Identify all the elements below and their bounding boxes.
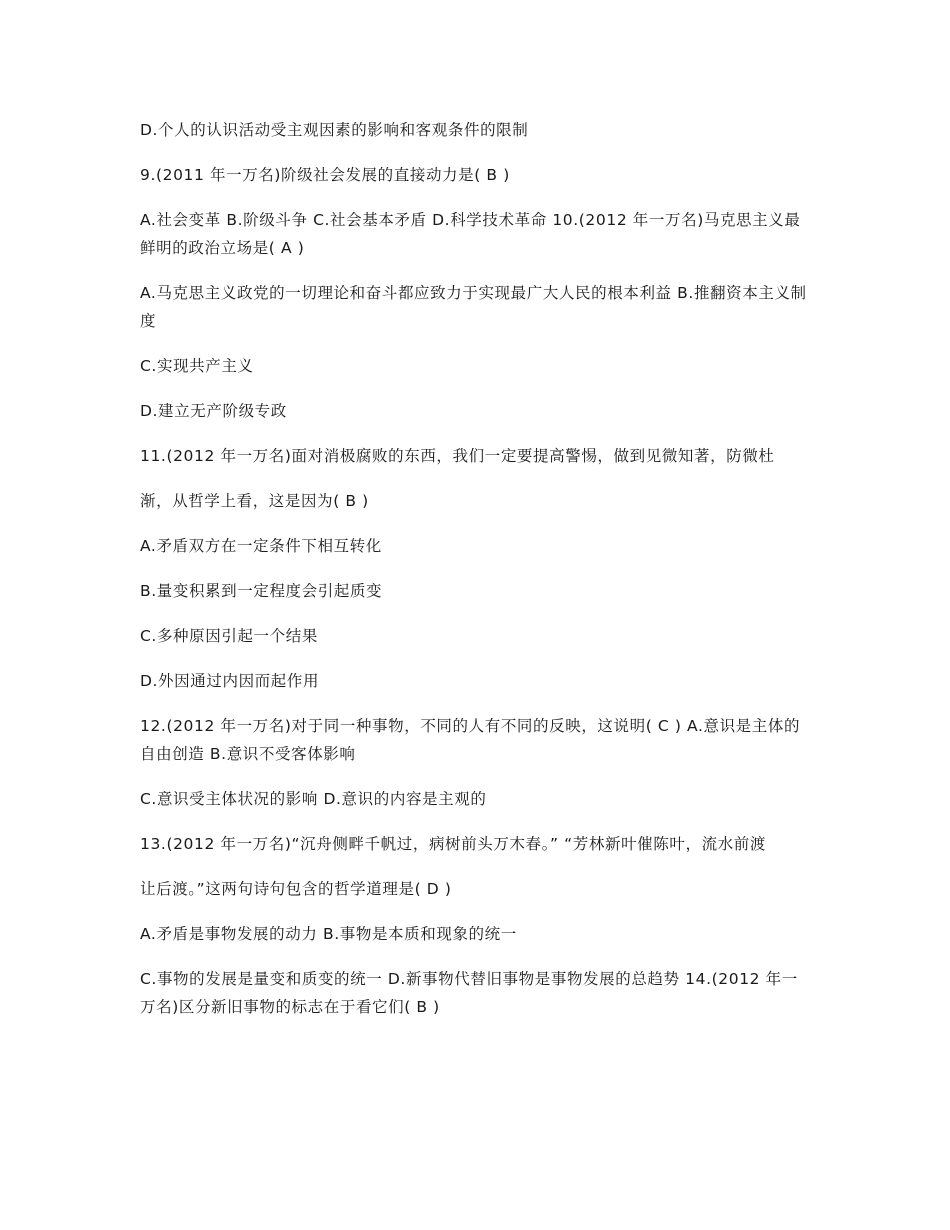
paragraph-question-9: 9.(2011 年一万名)阶级社会发展的直接动力是( B )	[140, 166, 510, 184]
paragraph-q9-options-q10: A.社会变革 B.阶级斗争 C.社会基本矛盾 D.科学技术革命 10.(2012 年一万名)马克思主义最鲜明的政治立场是( A )	[140, 211, 801, 257]
paragraph-q12-options-c-d: C.意识受主体状况的影响 D.意识的内容是主观的	[140, 790, 487, 808]
paragraph-q11-option-b: B.量变积累到一定程度会引起质变	[140, 582, 383, 600]
paragraph-q10-option-c: C.实现共产主义	[140, 357, 254, 375]
paragraph-q11-option-d: D.外因通过内因而起作用	[140, 672, 320, 690]
paragraph-question-13: 13.(2012 年一万名)“沉舟侧畔千帆过，病树前头万木春。” “芳林新叶催陈叶，流水前渡	[140, 835, 766, 853]
paragraph-q10-options-a-b: A.马克思主义政党的一切理论和奋斗都应致力于实现最广大人民的根本利益 B.推翻资本主义制度	[140, 284, 807, 330]
paragraph-question-11: 11.(2012 年一万名)面对消极腐败的东西，我们一定要提高警惕，做到见微知著，防微杜	[140, 447, 775, 465]
document-page	[140, 116, 812, 1038]
paragraph-q10-option-d: D.建立无产阶级专政	[140, 402, 287, 420]
paragraph-question-13-cont: 让后渡。”这两句诗句包含的哲学道理是( D )	[140, 880, 452, 898]
paragraph-question-11-cont: 渐，从哲学上看，这是因为( B )	[140, 492, 369, 510]
paragraph-q11-option-c: C.多种原因引起一个结果	[140, 627, 318, 645]
paragraph-question-12: 12.(2012 年一万名)对于同一种事物，不同的人有不同的反映，这说明( C ) A.意识是主体的自由创造 B.意识不受客体影响	[140, 717, 801, 763]
paragraph-option-d-cognition: D.个人的认识活动受主观因素的影响和客观条件的限制	[140, 121, 529, 139]
paragraph-q13-options-c-d-q14: C.事物的发展是量变和质变的统一 D.新事物代替旧事物是事物发展的总趋势 14.(2012 年一万名)区分新旧事物的标志在于看它们( B )	[140, 970, 798, 1016]
paragraph-q13-options-a-b: A.矛盾是事物发展的动力 B.事物是本质和现象的统一	[140, 925, 517, 943]
paragraph-q11-option-a: A.矛盾双方在一定条件下相互转化	[140, 537, 382, 555]
